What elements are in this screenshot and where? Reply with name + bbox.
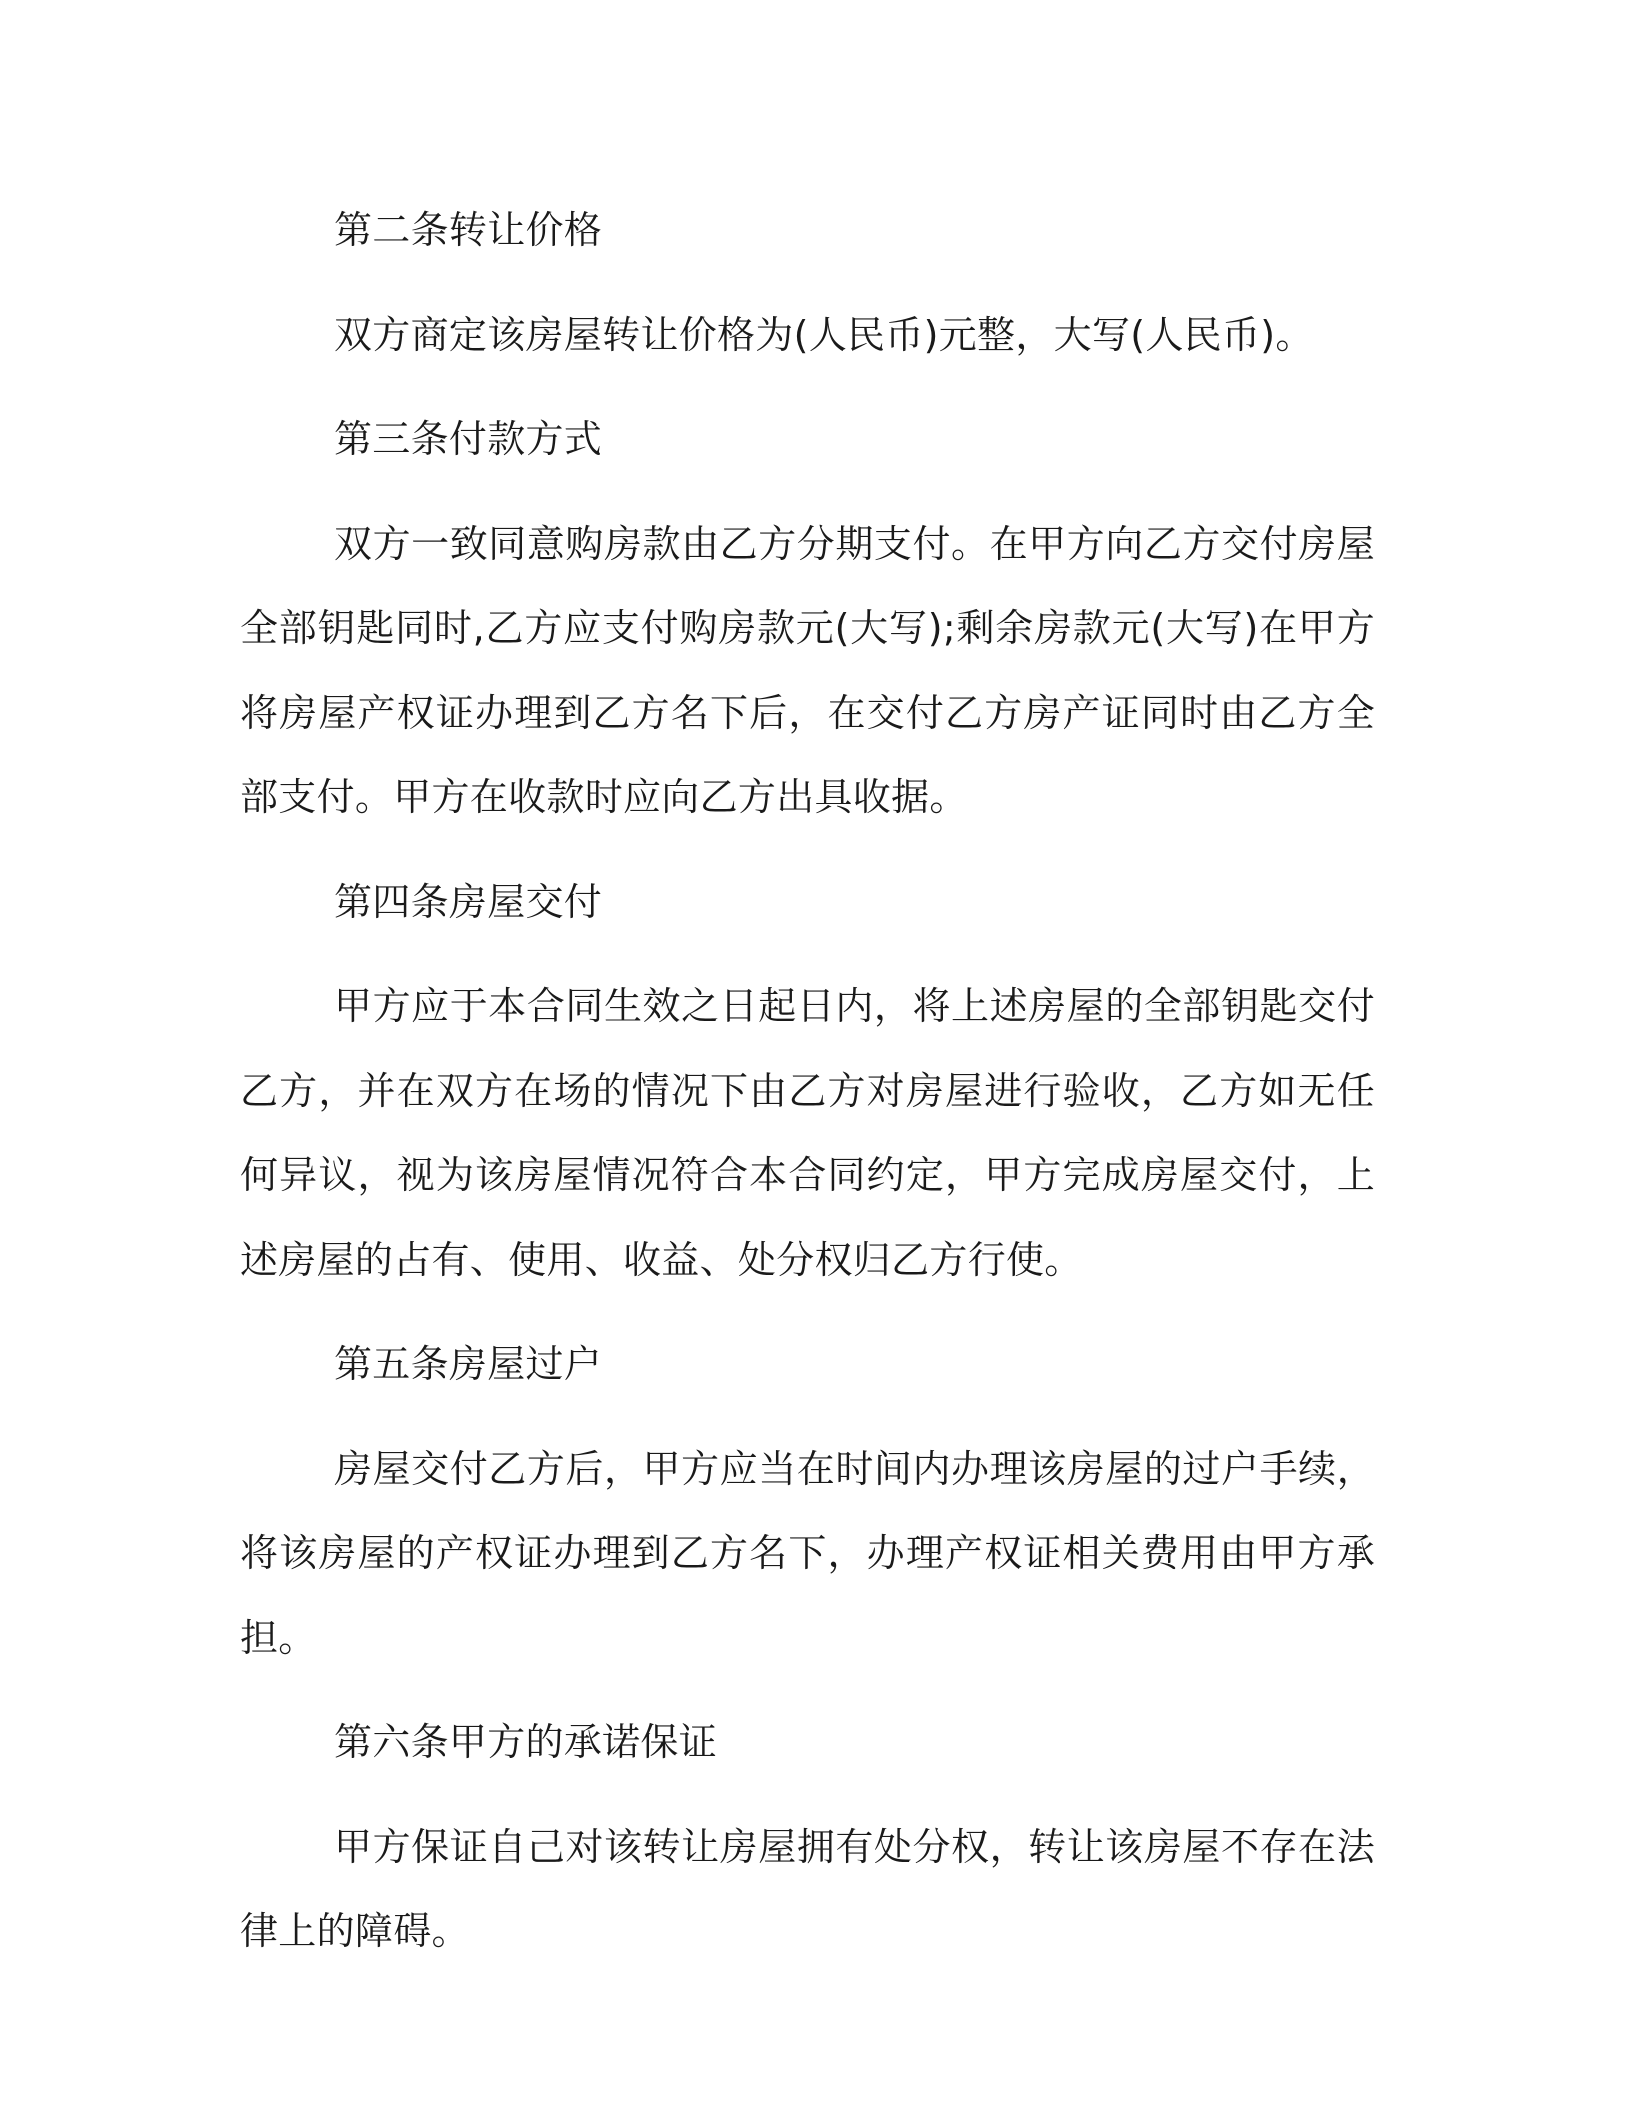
article-4-text: 甲方应于本合同生效之日起日内，将上述房屋的全部钥匙交付乙方，并在双方在场的情况下由乙方对房屋进行验收，乙方如无任何异议，视为该房屋情况符合本合同约定，甲方完成房屋交付，上述房屋的占有、使用、收益、处分权归乙方行使。 <box>240 984 1375 1282</box>
article-2-heading: 第二条转让价格 <box>334 208 603 252</box>
article-6-heading: 第六条甲方的承诺保证 <box>334 1720 718 1764</box>
article-2-text: 双方商定该房屋转让价格为(人民币)元整，大写(人民币)。 <box>334 312 1314 357</box>
article-5-text: 房屋交付乙方后，甲方应当在时间内办理该房屋的过户手续，将该房屋的产权证办理到乙方名下，办理产权证相关费用由甲方承担。 <box>240 1446 1375 1660</box>
article-3-text: 双方一致同意购房款由乙方分期支付。在甲方向乙方交付房屋全部钥匙同时,乙方应支付购房款元(大写);剩余房款元(大写)在甲方将房屋产权证办理到乙方名下后，在交付乙方房产证同时由乙方全部支付。甲方在收款时应向乙方出具收据。 <box>240 521 1375 819</box>
article-3-heading: 第三条付款方式 <box>334 417 603 461</box>
article-5-heading: 第五条房屋过户 <box>334 1342 603 1386</box>
article-6-text: 甲方保证自己对该转让房屋拥有处分权，转让该房屋不存在法律上的障碍。 <box>240 1824 1375 1953</box>
document-body <box>240 188 1375 1994</box>
article-4-heading: 第四条房屋交付 <box>334 879 603 924</box>
